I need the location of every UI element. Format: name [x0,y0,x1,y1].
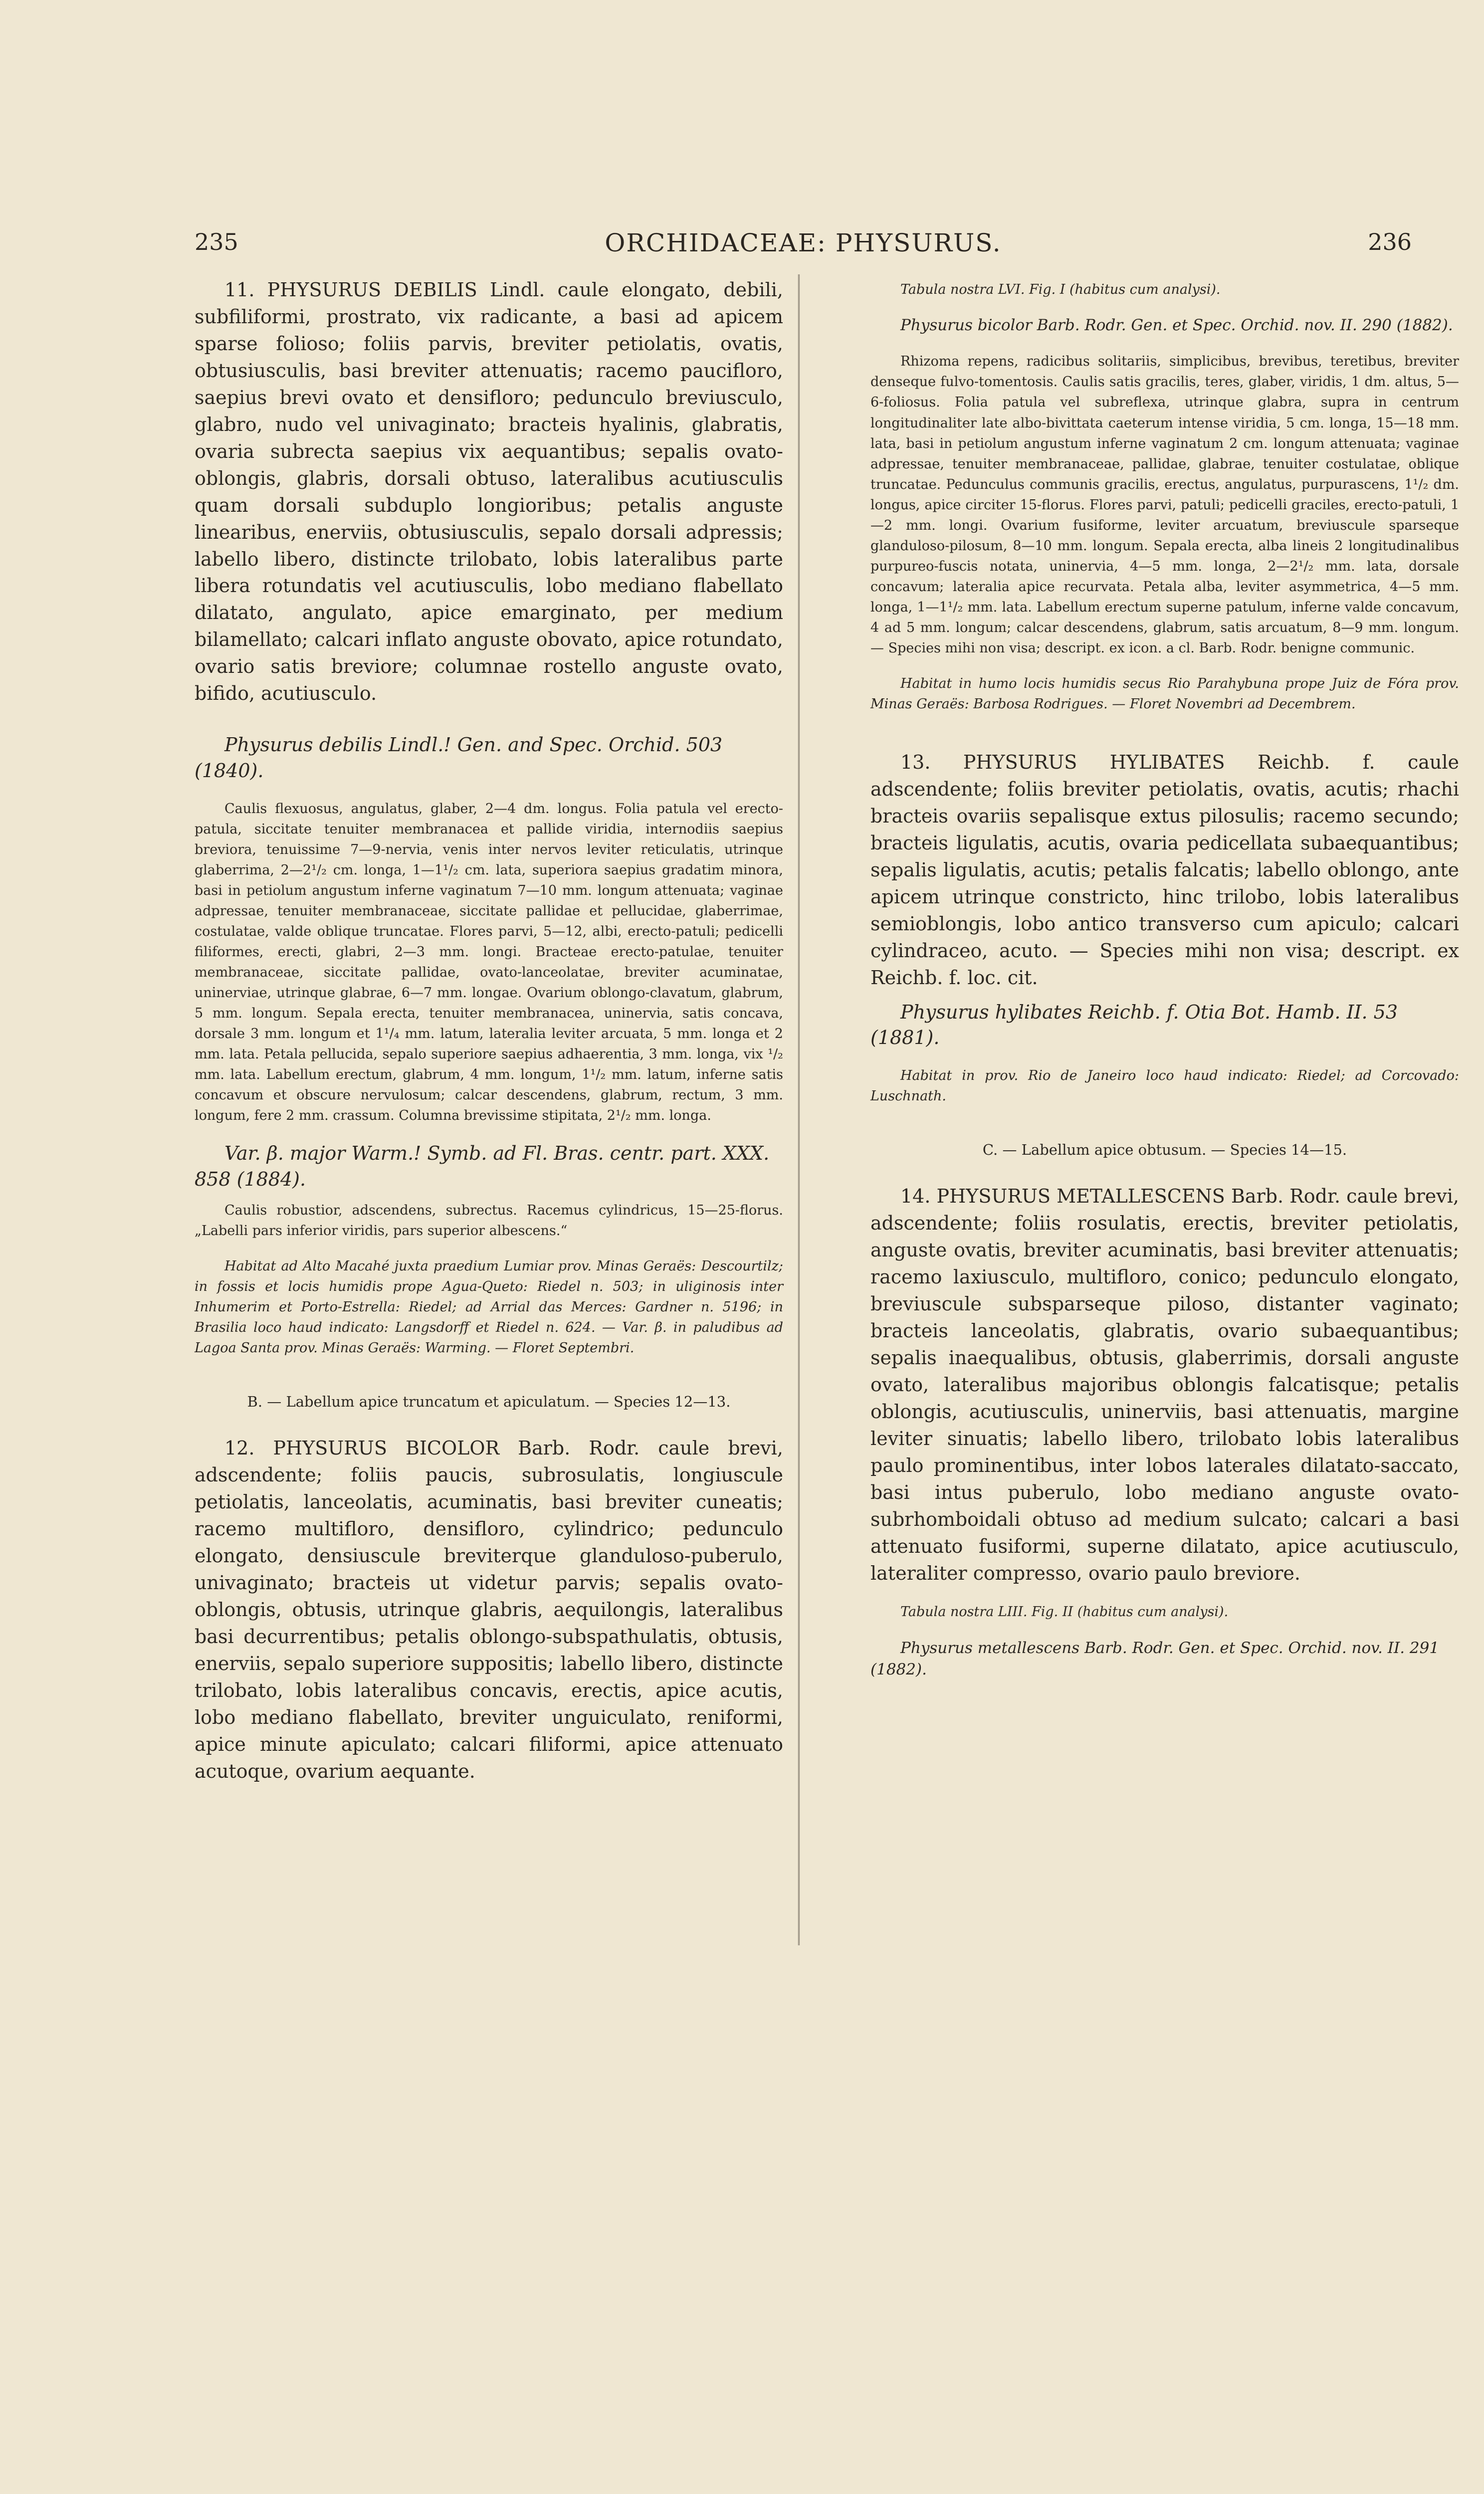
species-13-citation: Physurus hylibates Reichb. f. Otia Bot. Hamb. II. 53 (1881). [870,1001,1398,1048]
column-divider [798,274,800,1945]
running-header [195,228,1412,263]
species-11-citation: Physurus debilis Lindl.! Gen. and Spec. Orchid. 503 (1840). [195,734,723,782]
species-12-citation: Physurus bicolor Barb. Rodr. Gen. et Spec. Orchid. nov. II. 290 (1882). [900,316,1453,335]
species-14-citation: Physurus metallescens Barb. Rodr. Gen. et Spec. Orchid. nov. II. 291 (1882). [870,1639,1440,1678]
key-section-b: B. — Labellum apice truncatum et apiculatum. — Species 12—13. [247,1393,731,1411]
variety-beta-heading: Var. β. major Warm.! Symb. ad Fl. Bras. centr. part. XXX. 858 (1884). [195,1142,770,1190]
page-number-right: 236 [1368,228,1412,255]
key-section-c: C. — Labellum apice obtusum. — Species 14—15. [982,1141,1347,1159]
species-12-description: 12. PHYSURUS BICOLOR Barb. Rodr. caule brevi, adscendente; foliis paucis, subrosulatis, longiuscule petiolatis, lanceolatis, acuminatis, basi breviter cuneatis; racemo multifloro, densifloro, cylindrico; pedunculo elongato, densiuscule breviterque glanduloso-puberulo, univaginato; bracteis ut videtur parvis; sepalis ovato-oblongis, obtusis, utrinque glabris, aequilongis, lateralibus basi decurrentibus; petalis oblongo-subspathulatis, obtusis, enerviis, sepalo superiore suppositis; labello libero, distincte trilobato, lobis lateralibus concavis, erectis, apice acutis, lobo mediano flabellato, breviter unguiculato, reniformi, apice minute apiculato; calcari filiformi, apice attenuato acutoque, ovarium aequante. [195,1437,783,1782]
running-title: ORCHIDACEAE: PHYSURUS. [605,228,1002,257]
species-13-description: 13. PHYSURUS HYLIBATES Reichb. f. caule adscendente; foliis breviter petiolatis, ovatis, acutis; rhachi bracteis ovariis sepalisque extus pilosulis; racemo secundo; bracteis ligulatis, acutis, ovaria pedicellata subaequantibus; sepalis ligulatis, acutis; petalis falcatis; labello oblongo, ante apicem utrinque constricto, hinc trilobo, lobis lateralibus semioblongis, lobo antico transverso cum apiculo; calcari cylindraceo, acuto. — Species mihi non visa; descript. ex Reichb. f. loc. cit. [870,751,1459,989]
right-column [870,279,1459,1680]
species-13-habitat: Habitat in prov. Rio de Janeiro loco haud indicato: Riedel; ad Corcovado: Luschnath. [870,1068,1459,1104]
species-12-plate-reference: Tabula nostra LVI. Fig. I (habitus cum analysi). [900,282,1221,297]
left-column [195,277,783,1785]
species-11-description: 11. PHYSURUS DEBILIS Lindl. caule elongato, debili, subfiliformi, prostrato, vix radicante, a basi ad apicem sparse folioso; foliis parvis, breviter petiolatis, ovatis, obtusiusculis, basi breviter attenuatis; racemo paucifloro, saepius brevi ovato et densifloro; pedunculo breviusculo, glabro, nudo vel univaginato; bracteis hyalinis, glabratis, ovaria subrecta saepius vix aequantibus; sepalis ovato-oblongis, glabris, dorsali obtuso, lateralibus acutiusculis quam dorsali subduplo longioribus; petalis anguste linearibus, enerviis, obtusiusculis, sepalo dorsali adpressis; labello libero, distincte trilobato, lobis lateralibus parte libera rotundatis vel acutiusculis, lobo mediano flabellato dilatato, angulato, apice emarginato, per medium bilamellato; calcari inflato anguste obovato, apice rotundato, ovario satis breviore; columnae rostello anguste ovato, bifido, acutiusculo. [195,279,783,705]
species-14-description: 14. PHYSURUS METALLESCENS Barb. Rodr. caule brevi, adscendente; foliis rosulatis, erectis, breviter petiolatis, anguste ovatis, breviter acuminatis, basi breviter attenuatis; racemo laxiusculo, multifloro, conico; pedunculo elongato, breviuscule subsparseque piloso, distanter vaginato; bracteis lanceolatis, glabratis, ovario subaequantibus; sepalis inaequalibus, obtusis, glaberrimis, dorsali anguste ovato, lateralibus majoribus oblongis falcatisque; petalis oblongis, acutiusculis, uninerviis, basi attenuatis, margine leviter sinuatis; labello libero, trilobato lobis lateralibus paulo prominentibus, inter lobos laterales dilatato-saccato, basi intus puberulo, lobo mediano anguste ovato-subrhomboidali obtuso ad medium sulcato; calcari a basi attenuato fusiformi, superne dilatato, apice acutiusculo, lateraliter compresso, ovario paulo breviore. [870,1185,1459,1584]
page-number-left: 235 [195,228,238,255]
species-11-habitat: Habitat ad Alto Macahé juxta praedium Lumiar prov. Minas Geraës: Descourtilz; in fossis et locis humidis prope Agua-Queto: Riedel n. 503; in uliginosis inter Inhumerim et Porto-Estrella: Riedel; ad Arrial das Merces: Gardner n. 5196; in Brasilia loco haud indicato: Langsdorff et Riedel n. 624. — Var. β. in paludibus ad Lagoa Santa prov. Minas Geraës: Warming. — Floret Septembri. [195,1258,783,1356]
species-12-detail: Rhizoma repens, radicibus solitariis, simplicibus, brevibus, teretibus, breviter denseque fulvo-tomentosis. Caulis satis gracilis, teres, glaber, viridis, 1 dm. altus, 5—6-foliosus. Folia patula vel subreflexa, utrinque glabra, supra in centrum longitudinaliter late albo-bivittata caeterum intense viridia, 5 cm. longa, 15—18 mm. lata, basi in petiolum angustum inferne vaginatum 2 cm. longum attenuata; vaginae adpressae, tenuiter membranaceae, pallidae, glabrae, tenuiter costulatae, oblique truncatae. Pedunculus communis gracilis, erectus, angulatus, purpurascens, 1¹/₂ dm. longus, apice circiter 15-florus. Flores parvi, patuli; pedicelli graciles, erecto-patuli, 1—2 mm. longi. Ovarium fusiforme, leviter arcuatum, breviuscule sparseque glanduloso-pilosum, 8—10 mm. longum. Sepala erecta, alba lineis 2 longitudinalibus purpureo-fuscis notata, uninervia, 4—5 mm. longa, 2—2¹/₂ mm. lata, dorsale concavum; lateralia apice recurvata. Petala alba, leviter asymmetrica, 4—5 mm. longa, 1—1¹/₂ mm. lata. Labellum erectum superne patulum, inferne valde concavum, 4 ad 5 mm. longum; calcar descendens, glabrum, satis arcuatum, 8—9 mm. longum. — Species mihi non visa; descript. ex icon. a cl. Barb. Rodr. benigne communic. [870,354,1459,656]
variety-beta-detail: Caulis robustior, adscendens, subrectus. Racemus cylindricus, 15—25-florus. „Labelli pars inferior viridis, pars superior albescens.“ [195,1202,783,1239]
species-11-detail: Caulis flexuosus, angulatus, glaber, 2—4 dm. longus. Folia patula vel erecto-patula, siccitate tenuiter membranacea et pallide viridia, internodiis saepius breviora, tenuissime 7—9-nervia, venis inter nervos leviter reticulatis, utrinque glaberrima, 2—2¹/₂ cm. longa, 1—1¹/₂ cm. lata, superiora saepius gradatim minora, basi in petiolum angustum inferne vaginatum 7—10 mm. longum attenuata; vaginae adpressae, tenuiter membranaceae, siccitate pallidae et pellucidae, glaberrimae, costulatae, valde oblique truncatae. Flores parvi, 5—12, albi, erecto-patuli; pedicelli filiformes, erecti, glabri, 2—3 mm. longi. Bracteae erecto-patulae, tenuiter membranaceae, siccitate pallidae, ovato-lanceolatae, breviter acuminatae, uninerviae, utrinque glabrae, 6—7 mm. longae. Ovarium oblongo-clavatum, glabrum, 5 mm. longum. Sepala erecta, tenuiter membranacea, uninervia, satis concava, dorsale 3 mm. longum et 1¹/₄ mm. latum, lateralia leviter arcuata, 5 mm. longa et 2 mm. lata. Petala pellucida, sepalo superiore saepius adhaerentia, 3 mm. longa, vix ¹/₂ mm. lata. Labellum erectum, glabrum, 4 mm. longum, 1¹/₂ mm. latum, inferne satis concavum et obscure nervulosum; calcar descendens, glabrum, rectum, 3 mm. longum, fere 2 mm. crassum. Columna brevissime stipitata, 2¹/₂ mm. longa. [195,801,783,1124]
species-12-habitat: Habitat in humo locis humidis secus Rio Parahybuna prope Juiz de Fóra prov. Minas Geraës: Barbosa Rodrigues. — Floret Novembri ad Decembrem. [870,675,1459,712]
species-14-plate-reference: Tabula nostra LIII. Fig. II (habitus cum analysi). [900,1604,1229,1620]
